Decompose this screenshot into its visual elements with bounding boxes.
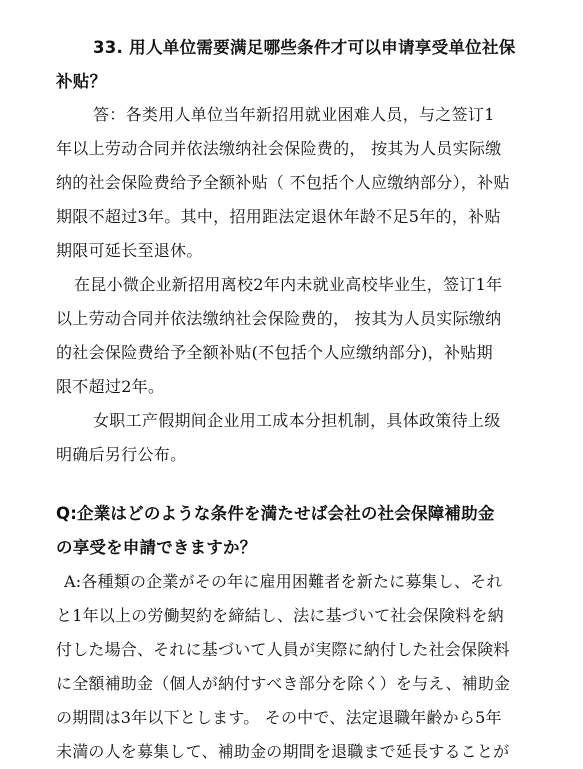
chinese-answer-p2-line-3: 的社会保险费给予全额补贴(不包括个人应缴纳部分)，补贴期 [56, 343, 493, 362]
chinese-question-heading-line-1: 33. 用人单位需要满足哪些条件才可以申请享受单位社保 [93, 38, 516, 57]
chinese-answer-p2-line-2: 以上劳动合同并依法缴纳社会保险费的， 按其为人员实际缴纳 [56, 309, 502, 328]
japanese-answer-line-3: 付した場合、それに基づいて人員が実際に納付した社会保険料 [56, 640, 510, 659]
japanese-question-heading-line-1: Q:企業はどのような条件を満たせば会社の社会保障補助金 [56, 504, 495, 523]
japanese-answer-line-5: の期間は3年以下とします。 その中で、法定退職年齢から5年 [56, 708, 502, 727]
chinese-answer-p1-line-3: 纳的社会保险费给予全额补贴（ 不包括个人应缴纳部分），补贴 [56, 173, 510, 192]
japanese-question-heading-line-2: の享受を申請できますか？ [56, 538, 257, 557]
japanese-answer-line-6: 未満の人を募集して、補助金の期間を退職まで延長することが [56, 742, 510, 761]
chinese-answer-p1-line-5: 期限可延长至退休。 [56, 241, 203, 260]
chinese-question-heading-line-2: 补贴？ [56, 72, 107, 91]
japanese-answer-line-4: に全額補助金（個人が納付すべき部分を除く）を与え、補助金 [56, 674, 511, 693]
japanese-answer-line-1: A:各種類の企業がその年に雇用困難者を新たに募集し、それ [64, 572, 503, 591]
japanese-answer-line-2: と1年以上の労働契約を締結し、法に基づいて社会保険料を納 [56, 606, 504, 625]
chinese-answer-p2-line-4: 限不超过2年。 [56, 377, 165, 396]
chinese-answer-p1-line-1: 答：各类用人单位当年新招用就业困难人员，与之签订1 [93, 105, 495, 124]
chinese-answer-p1-line-4: 期限不超过3年。其中，招用距法定退休年龄不足5年的，补贴 [56, 207, 501, 226]
chinese-answer-p2-line-1: 在昆小微企业新招用离校2年内未就业高校毕业生，签订1年 [74, 275, 503, 294]
chinese-answer-p3-line-2: 明确后另行公布。 [56, 445, 187, 464]
chinese-answer-p3-line-1: 女职工产假期间企业用工成本分担机制，具体政策待上级 [93, 411, 501, 430]
chinese-answer-p1-line-2: 年以上劳动合同并依法缴纳社会保险费的， 按其为人员实际缴 [56, 139, 502, 158]
